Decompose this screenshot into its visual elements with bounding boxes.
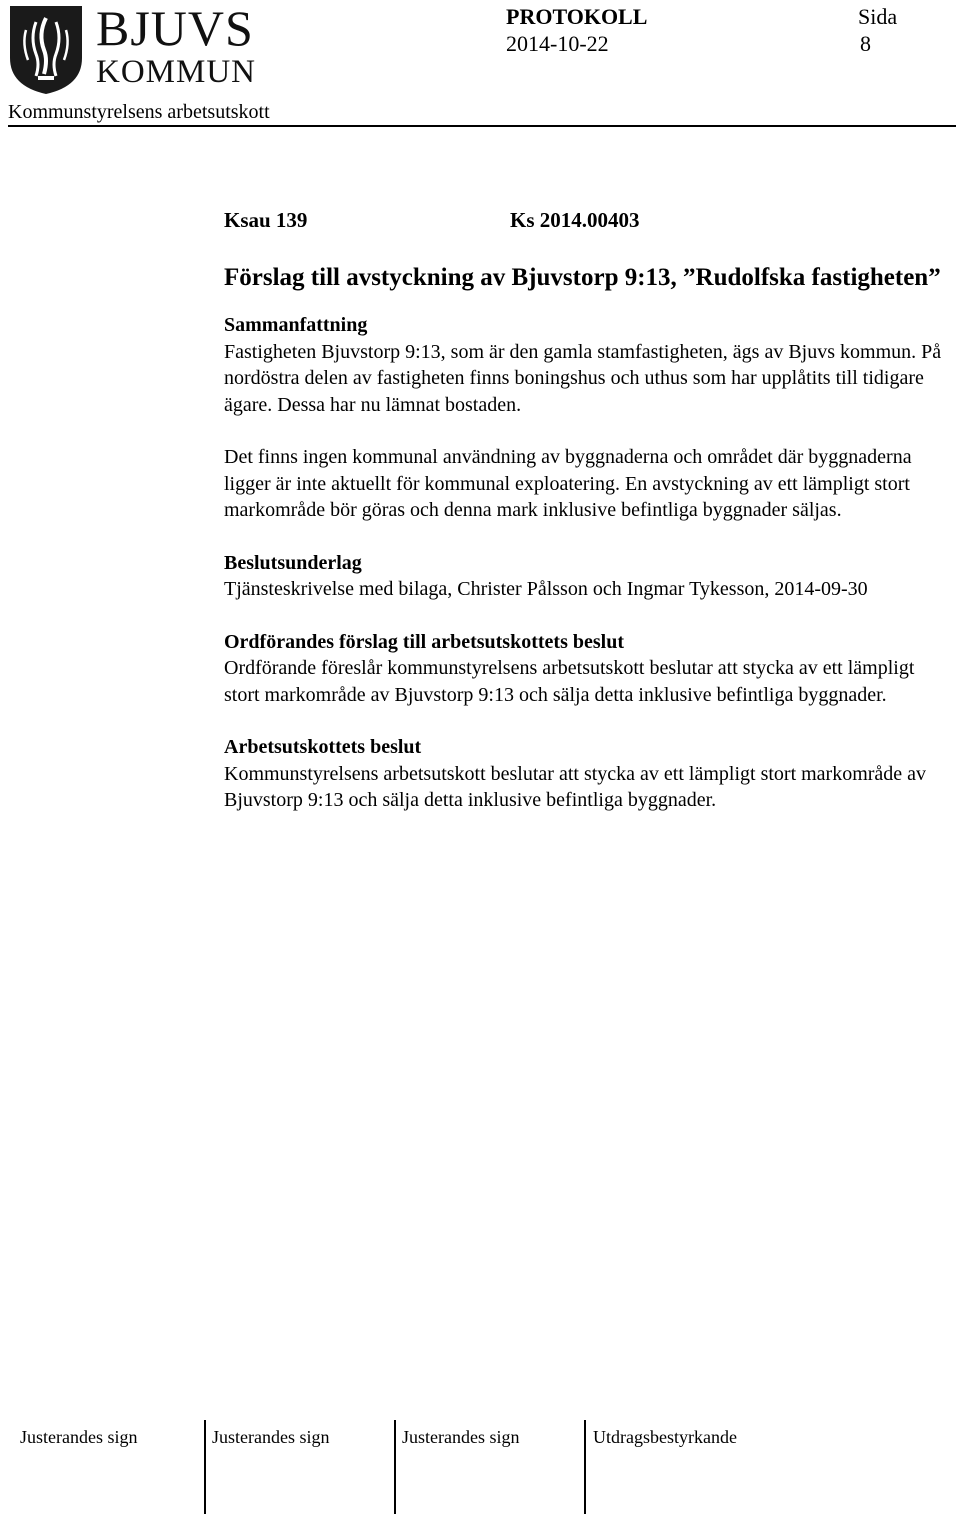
document-type: PROTOKOLL — [506, 4, 648, 29]
logo-wordmark-kommun: KOMMUN — [96, 54, 257, 90]
summary-heading: Sammanfattning — [224, 314, 368, 336]
case-number: Ks 2014.00403 — [510, 208, 640, 232]
flame-emblem-icon — [8, 4, 84, 96]
case-reference-line — [224, 206, 944, 234]
chair-proposal-heading: Ordförandes förslag till arbetsutskottets beslut — [224, 630, 624, 653]
certification-label: Utdragsbestyrkande — [593, 1427, 737, 1447]
signature-divider — [204, 1420, 206, 1514]
signature-footer — [0, 1420, 960, 1514]
basis-heading: Beslutsunderlag — [224, 551, 362, 574]
signature-label-2: Justerandes sign — [212, 1427, 330, 1447]
signature-divider — [584, 1420, 586, 1514]
logo-wordmark-bjuvs: BJUVS — [96, 0, 254, 56]
summary-paragraph-2: Det finns ingen kommunal användning av byggnaderna och området där byggnaderna ligger är inte aktuellt för kommunal exploatering. En avstyckning av ett lämpligt stort markområde bör göras och denna mark inklusive befintliga byggnader säljas. — [224, 446, 912, 521]
decision-text: Kommunstyrelsens arbetsutskott beslutar att stycka av ett lämpligt stort markområde av Bjuvstorp 9:13 och sälja detta inklusive befintliga byggnader. — [224, 762, 927, 811]
decision-heading: Arbetsutskottets beslut — [224, 736, 422, 758]
header-divider — [8, 125, 956, 127]
signature-label-3: Justerandes sign — [402, 1427, 520, 1447]
summary-paragraph-1: Fastigheten Bjuvstorp 9:13, som är den gamla stamfastigheten, ägs av Bjuvs kommun. På nordöstra delen av fastigheten finns boningshus och uthus som har upplåtits till tidigare ägare. Dessa har nu lämnat bostaden. — [224, 340, 942, 416]
section-reference: Ksau 139 — [224, 208, 308, 232]
organization-name: Kommunstyrelsens arbetsutskott — [8, 101, 270, 123]
page-label: Sida — [858, 4, 898, 29]
basis-text: Tjänsteskrivelse med bilaga, Christer Pålsson och Ingmar Tykesson, 2014-09-30 — [224, 578, 868, 600]
municipality-logo — [8, 0, 257, 96]
protocol-body — [224, 206, 944, 840]
document-date: 2014-10-22 — [506, 31, 609, 56]
page-number: 8 — [860, 31, 871, 56]
signature-divider — [394, 1420, 396, 1514]
case-title: Förslag till avstyckning av Bjuvstorp 9:13, ”Rudolfska fastigheten” — [224, 264, 941, 291]
chair-proposal-text: Ordförande föreslår kommunstyrelsens arbetsutskott beslutar att stycka av ett lämpligt stort markområde av Bjuvstorp 9:13 och sälja detta inklusive befintliga byggnader. — [224, 657, 915, 706]
signature-label-1: Justerandes sign — [20, 1427, 138, 1447]
